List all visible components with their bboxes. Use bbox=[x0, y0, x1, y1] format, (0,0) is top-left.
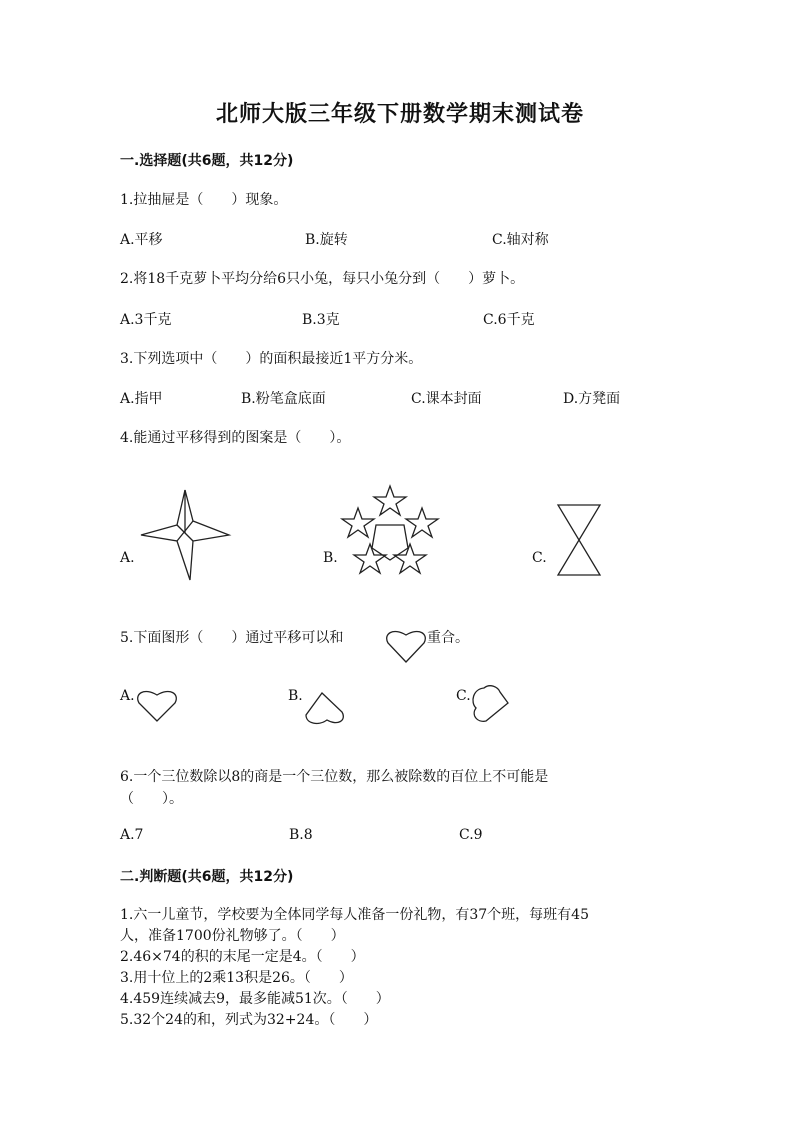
judge-item-2: 2.46×74的积的末尾一定是4。（ ） bbox=[120, 949, 365, 965]
question-2-option-c[interactable]: C.6千克 bbox=[483, 312, 535, 328]
question-3-option-d[interactable]: D.方凳面 bbox=[563, 391, 621, 407]
judge-item-1-line1: 1.六一儿童节，学校要为全体同学每人准备一份礼物，有37个班，每班有45 bbox=[120, 907, 589, 923]
judge-item-5: 5.32个24的和，列式为32+24。（ ） bbox=[120, 1012, 378, 1028]
question-3-option-a[interactable]: A.指甲 bbox=[120, 391, 163, 407]
question-3-option-b[interactable]: B.粉笔盒底面 bbox=[241, 391, 326, 407]
heart-icon bbox=[136, 688, 178, 723]
four-point-star-icon bbox=[135, 485, 235, 585]
question-5-stem-end: 重合。 bbox=[427, 630, 469, 646]
question-2-option-a[interactable]: A.3千克 bbox=[120, 312, 172, 328]
question-6-stem-line2: （ ）。 bbox=[120, 791, 183, 807]
section-heading-judge: 二.判断题(共6题，共12分) bbox=[120, 869, 294, 885]
question-6-stem-line1: 6.一个三位数除以8的商是一个三位数，那么被除数的百位上不可能是 bbox=[120, 769, 549, 785]
question-6-option-a[interactable]: A.7 bbox=[120, 827, 144, 843]
question-4-option-c[interactable]: C. bbox=[532, 550, 547, 566]
rotated-heart-icon bbox=[302, 691, 346, 725]
heart-icon bbox=[385, 628, 427, 664]
question-1-stem: 1.拉抽屉是（ ）现象。 bbox=[120, 192, 288, 208]
five-stars-ring-icon bbox=[340, 484, 440, 578]
question-3-stem: 3.下列选项中（ ）的面积最接近1平方分米。 bbox=[120, 351, 423, 367]
question-4-stem: 4.能通过平移得到的图案是（ ）。 bbox=[120, 430, 351, 446]
question-5-stem: 5.下面图形（ ）通过平移可以和 bbox=[120, 630, 344, 646]
question-5-option-a[interactable]: A. bbox=[120, 688, 135, 704]
page-title: 北师大版三年级下册数学期末测试卷 bbox=[215, 102, 584, 127]
question-4-option-b[interactable]: B. bbox=[323, 550, 338, 566]
question-2-option-b[interactable]: B.3克 bbox=[302, 312, 340, 328]
question-6-option-c[interactable]: C.9 bbox=[459, 827, 483, 843]
question-1-option-b[interactable]: B.旋转 bbox=[305, 232, 348, 248]
judge-item-1-line2: 人，准备1700份礼物够了。（ ） bbox=[120, 928, 345, 944]
hourglass-icon bbox=[556, 502, 602, 578]
question-4-option-a[interactable]: A. bbox=[120, 550, 135, 566]
section-heading-choice: 一.选择题(共6题，共12分) bbox=[120, 153, 294, 169]
question-5-option-c[interactable]: C. bbox=[456, 688, 471, 704]
question-1-option-c[interactable]: C.轴对称 bbox=[492, 232, 549, 248]
judge-item-4: 4.459连续减去9，最多能减51次。（ ） bbox=[120, 991, 390, 1007]
question-6-option-b[interactable]: B.8 bbox=[289, 827, 313, 843]
judge-item-3: 3.用十位上的2乘13积是26。（ ） bbox=[120, 970, 353, 986]
question-2-stem: 2.将18千克萝卜平均分给6只小兔，每只小兔分到（ ）萝卜。 bbox=[120, 271, 525, 287]
rotated-heart-icon bbox=[470, 683, 512, 723]
question-3-option-c[interactable]: C.课本封面 bbox=[411, 391, 482, 407]
question-5-option-b[interactable]: B. bbox=[288, 688, 303, 704]
question-1-option-a[interactable]: A.平移 bbox=[120, 232, 163, 248]
